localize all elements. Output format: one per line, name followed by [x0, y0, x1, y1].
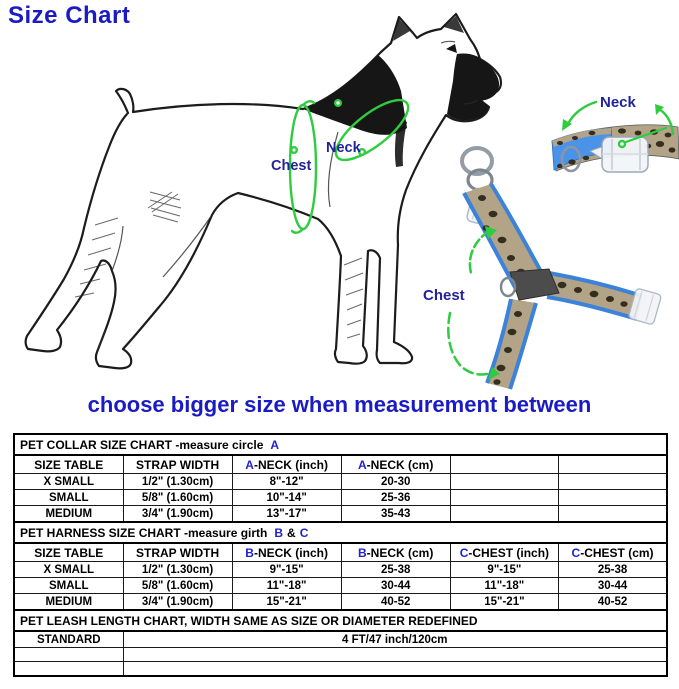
table-header-cell [232, 543, 341, 562]
table-header-cell [341, 455, 450, 474]
table-header-cell [14, 455, 123, 474]
table-cell [14, 648, 123, 662]
table-cell: 3/4" (1.90cm) [123, 594, 232, 611]
header-blue: C [571, 545, 581, 560]
table-cell: 25-36 [341, 490, 450, 506]
table-cell: 4 FT/47 inch/120cm [123, 631, 667, 648]
header-text: -NECK (inch) [253, 545, 328, 560]
table-cell: 11"-18" [232, 578, 341, 594]
table-cell: 9"-15" [450, 562, 558, 578]
table-header-cell [559, 455, 667, 474]
table-cell: MEDIUM [14, 506, 123, 523]
table-cell [559, 506, 667, 523]
table-header-cell [14, 543, 123, 562]
leash-table-title-row [14, 610, 667, 631]
header-blue: A [357, 457, 367, 472]
header-text: STRAP WIDTH [136, 545, 220, 560]
collar-table-title [14, 434, 667, 455]
harness-image [423, 148, 662, 389]
table-cell: 25-38 [341, 562, 450, 578]
header-text: -NECK (cm) [366, 457, 434, 472]
table-row [14, 562, 667, 578]
table-cell: 1/2" (1.30cm) [123, 474, 232, 490]
harness-title-amp: & [287, 525, 296, 540]
size-chart-table [13, 433, 668, 677]
table-cell: 35-43 [341, 506, 450, 523]
header-text: -CHEST (inch) [468, 545, 550, 560]
table-header-cell [450, 543, 558, 562]
table-cell: X SMALL [14, 474, 123, 490]
table-header-cell [123, 543, 232, 562]
table-cell: 13"-17" [232, 506, 341, 523]
header-blue: B [357, 545, 367, 560]
table-cell: 40-52 [341, 594, 450, 611]
header-text: -NECK (cm) [366, 545, 434, 560]
harness-chest-label: Chest [423, 287, 465, 304]
table-cell: 9"-15" [232, 562, 341, 578]
header-text: STRAP WIDTH [136, 457, 220, 472]
header-text: SIZE TABLE [34, 545, 104, 560]
collar-table-title-row [14, 434, 667, 455]
harness-title-letter-b: B [274, 525, 284, 540]
harness-table-title-row [14, 522, 667, 543]
table-row [14, 631, 667, 648]
dog-body-outline [26, 14, 501, 368]
table-cell [450, 474, 558, 490]
table-row [14, 648, 667, 662]
table-row [14, 594, 667, 611]
header-text: -NECK (inch) [253, 457, 328, 472]
collar-header-row [14, 455, 667, 474]
table-header-cell [450, 455, 558, 474]
table-cell [123, 662, 667, 677]
table-cell: MEDIUM [14, 594, 123, 611]
table-cell: SMALL [14, 490, 123, 506]
header-blue: C [459, 545, 469, 560]
table-cell: 20-30 [341, 474, 450, 490]
collar-title-letter-a: A [270, 437, 280, 452]
table-cell: 40-52 [559, 594, 667, 611]
collar-image [552, 94, 679, 172]
harness-title-letter-c: C [299, 525, 309, 540]
table-cell [123, 648, 667, 662]
table-cell [14, 662, 123, 677]
dog-illustration [26, 14, 501, 368]
collar-neck-label: Neck [600, 94, 636, 111]
table-row [14, 490, 667, 506]
size-note: choose bigger size when measurement between [87, 392, 592, 417]
table-row [14, 578, 667, 594]
table-cell: STANDARD [14, 631, 123, 648]
harness-right-strap [547, 273, 662, 325]
harness-title-text: PET HARNESS SIZE CHART -measure girth [20, 525, 268, 540]
table-cell: 3/4" (1.90cm) [123, 506, 232, 523]
table-cell [450, 490, 558, 506]
table-cell: 8"-12" [232, 474, 341, 490]
table-cell: 1/2" (1.30cm) [123, 562, 232, 578]
table-cell: 15"-21" [232, 594, 341, 611]
collar-title-text: PET COLLAR SIZE CHART -measure circle [20, 437, 264, 452]
table-header-cell [123, 455, 232, 474]
table-cell: 10"-14" [232, 490, 341, 506]
harness-table-title [14, 522, 667, 543]
table-cell: SMALL [14, 578, 123, 594]
table-row [14, 662, 667, 677]
table-header-cell [559, 543, 667, 562]
table-cell: 30-44 [341, 578, 450, 594]
table-cell: 5/8" (1.60cm) [123, 490, 232, 506]
harness-header-row [14, 543, 667, 562]
leash-table-title: PET LEASH LENGTH CHART, WIDTH SAME AS SIZE OR DIAMETER REDEFINED [14, 610, 667, 631]
table-cell: 15"-21" [450, 594, 558, 611]
table-header-cell [232, 455, 341, 474]
table-cell [450, 506, 558, 523]
table-cell: X SMALL [14, 562, 123, 578]
header-blue: A [245, 457, 254, 472]
header-text: SIZE TABLE [34, 457, 104, 472]
table-cell: 30-44 [559, 578, 667, 594]
table-cell: 11"-18" [450, 578, 558, 594]
table-header-cell [341, 543, 450, 562]
table-row [14, 506, 667, 523]
dog-neck-label: Neck [326, 140, 361, 156]
header-blue: B [245, 545, 254, 560]
table-cell [559, 490, 667, 506]
page-title: Size Chart [8, 2, 131, 29]
dog-chest-label: Chest [271, 158, 312, 174]
header-text: -CHEST (cm) [580, 545, 654, 560]
table-cell: 25-38 [559, 562, 667, 578]
table-cell: 5/8" (1.60cm) [123, 578, 232, 594]
table-cell [559, 474, 667, 490]
table-row [14, 474, 667, 490]
